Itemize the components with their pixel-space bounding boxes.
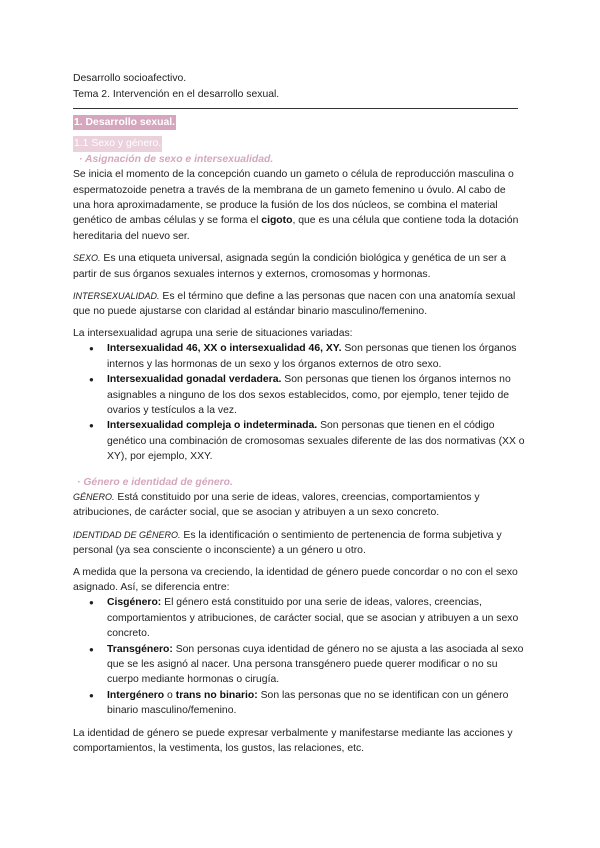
list-item: ● Intersexualidad 46, XX o intersexualidad 46, XY. Son personas que tienen los órganos internos y las hormonas de un sexo y los órganos externos de otro sexo. xyxy=(73,341,525,372)
closing-paragraph: La identidad de género se puede expresar verbalmente y manifestarse mediante las acciones y comportamientos, la vestimenta, los gustos, las relaciones, etc. xyxy=(73,727,513,755)
section-heading: 1. Desarrollo sexual. xyxy=(73,115,176,130)
term-intersexualidad: INTERSEXUALIDAD. xyxy=(73,291,160,302)
document-body xyxy=(73,114,525,756)
identidad-intro: A medida que la persona va creciendo, la identidad de género puede concordar o no con el sexo asignado. Así, se diferencia entre: xyxy=(73,566,518,593)
topic-title: Tema 2. Intervención en el desarrollo sexual. xyxy=(73,88,280,100)
course-title: Desarrollo socioafectivo. xyxy=(73,73,187,84)
identidad-definition: IDENTIDAD DE GÉNERO. Es la identificación o sentimiento de pertenencia de forma subjetiva y personal (ya sea consciente o inconsciente) a un género u otro. xyxy=(73,529,502,557)
genero-definition: GÉNERO. Está constituido por una serie de ideas, valores, creencias, comportamientos y atribuciones, de carácter social, que se asocian y atribuyen a un sexo concreto. xyxy=(73,491,480,519)
intersexualidad-intro: La intersexualidad agrupa una serie de situaciones variadas: xyxy=(73,327,353,339)
term-genero: GÉNERO. xyxy=(73,491,115,502)
part-heading-gender-identity: · Género e identidad de género. xyxy=(77,476,233,488)
term-sexo: SEXO. xyxy=(73,253,101,264)
term-identidad: IDENTIDAD DE GÉNERO. xyxy=(73,529,181,540)
header-divider xyxy=(73,108,518,109)
list-item: ● Intersexualidad compleja o indeterminada. Son personas que tienen en el código genético una combinación de cromosomas sexuales diferente de las dos normativas (XX o XY), por ejemplo, XXY. xyxy=(73,418,525,464)
list-item: ● Intersexualidad gonadal verdadera. Son personas que tienen los órganos internos no asignables a ninguno de los dos sexos establecidos, como, por ejemplo, tener tejido de ovarios y testículos a la vez. xyxy=(73,372,525,418)
conception-paragraph: Se inicia el momento de la concepción cuando un gameto o célula de reproducción masculina o espermatozoide penetra a través de la membrana de un gameto femenino u óvulo. Al cabo de una hora aproximadamente, se produce la fusión de los dos núcleos, se combina el material genético de ambas células y se forma el cigoto, que es una célula que contiene toda la dotación hereditaria del nuevo ser. xyxy=(73,169,519,242)
list-item: ● Cisgénero: El género está constituido por una serie de ideas, valores, creencias, comportamientos y atribuciones, de carácter social, que se asocian y atribuyen a un sexo concreto. xyxy=(73,595,525,641)
intersexualidad-list xyxy=(73,341,525,464)
intersexualidad-definition: INTERSEXUALIDAD. Es el término que define a las personas que nacen con una anatomía sexual que no puede ajustarse con claridad al estándar binario masculino/femenino. xyxy=(73,291,516,318)
list-item: ● Intergénero o trans no binario: Son las personas que no se identifican con un género binario masculino/femenino. xyxy=(73,688,525,719)
sexo-definition: SEXO. Es una etiqueta universal, asignada según la condición biológica y genética de un ser a partir de sus órganos sexuales internos y externos, cromosomas y hormonas. xyxy=(73,253,507,280)
subsection-heading: 1.1 Sexo y género. xyxy=(73,136,162,151)
part-heading-sex-assignment: · Asignación de sexo e intersexualidad. xyxy=(79,153,274,165)
list-item: ● Transgénero: Son personas cuya identidad de género no se ajusta a las asociada al sexo que se les asignó al nacer. Una persona transgénero puede querer modificar o no su cuerpo mediante hormonas o cirugía. xyxy=(73,642,525,688)
gender-identity-list xyxy=(73,595,525,718)
document-header xyxy=(73,71,523,102)
